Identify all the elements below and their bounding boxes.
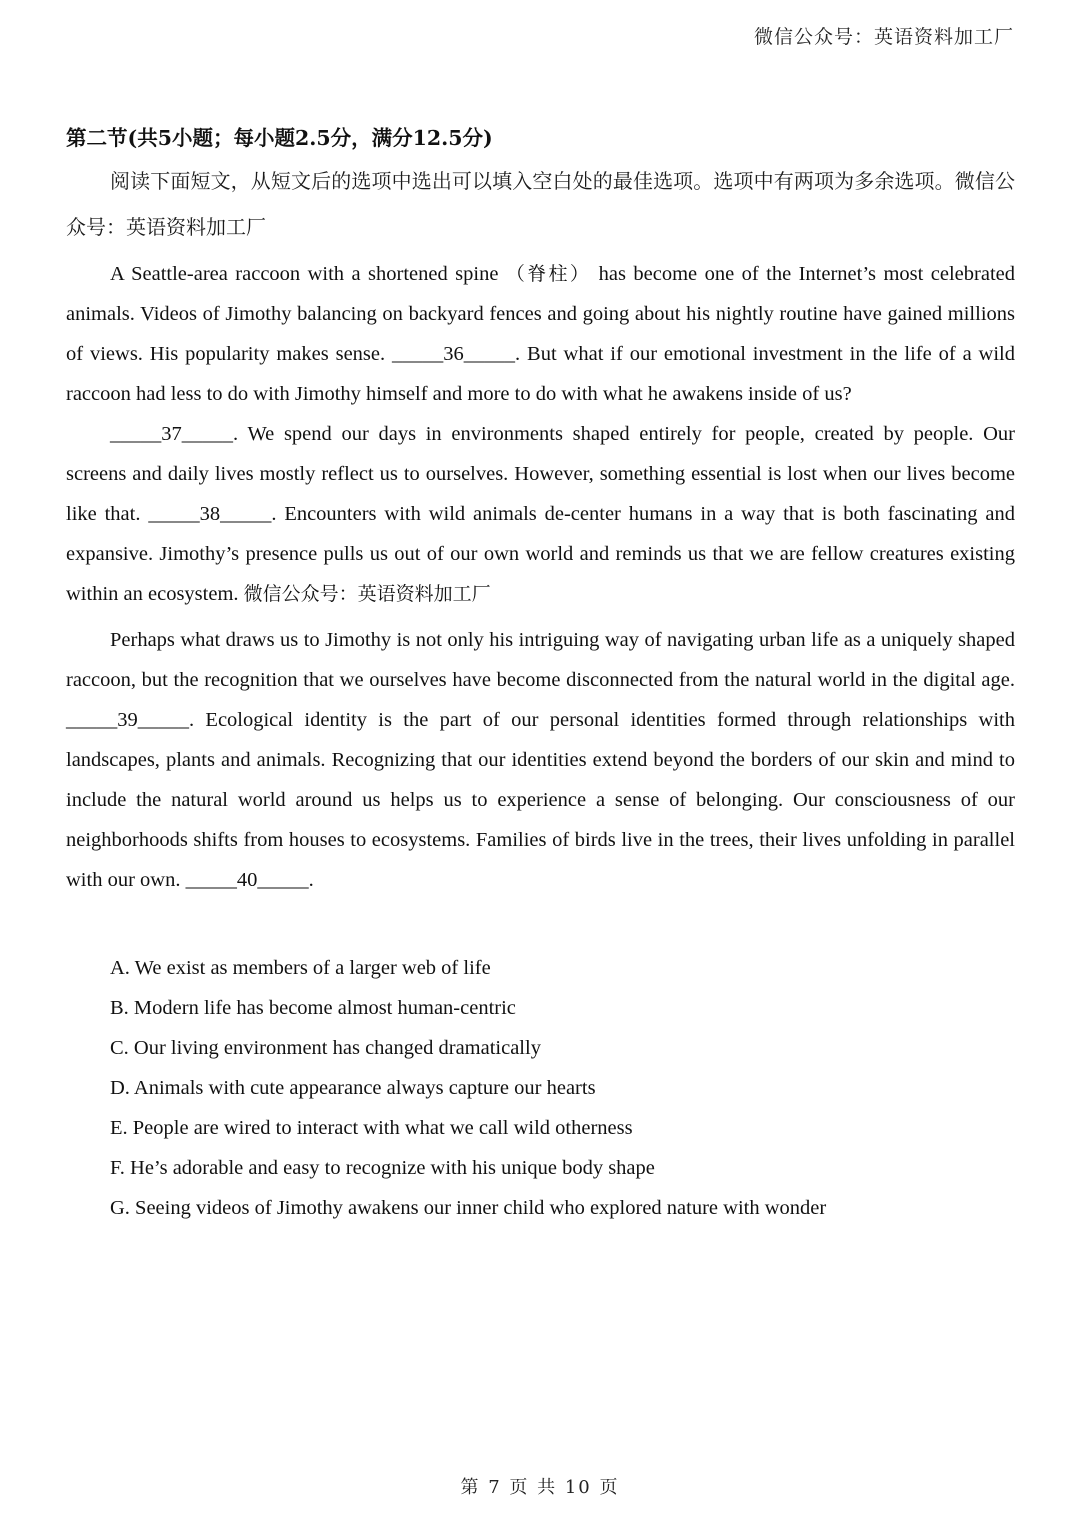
option-d: D. Animals with cute appearance always capture our hearts [110,1077,596,1099]
passage-paragraph-3 [66,620,1015,900]
option-c: C. Our living environment has changed dramatically [110,1037,541,1059]
gloss-text: （脊柱） [505,263,592,285]
paragraph-text: A Seattle-area raccoon with a shortened spine [110,263,506,285]
option-e: E. People are wired to interact with what we call wild otherness [110,1117,633,1139]
option-b: B. Modern life has become almost human-centric [110,997,516,1019]
passage-paragraph-1 [66,254,1015,414]
paragraph-text: Perhaps what draws us to Jimothy is not only his intriguing way of navigating urban life as a uniquely shaped raccoon, but the recognition that we ourselves have become disconnected from the natural world in the digital age. [66,629,1015,691]
blank-40: _____40_____ [185,869,309,891]
answer-options [66,948,1015,1228]
header-watermark: 微信公众号：英语资料加工厂 [753,26,1014,48]
paragraph-text: has become one of the Internet’s most celebrated animals. Videos of Jimothy balancing on backyard fences and going about his nightly routine have gained millions of views. His popularity makes sense. [66,263,1015,365]
paragraph-text: . But what if our emotional investment in the life of a wild raccoon had less to do with Jimothy himself and more to do with what he awakens inside of us? [66,343,1015,405]
inline-watermark: 微信公众号：英语资料加工厂 [243,583,491,605]
paragraph-text: . [308,869,314,891]
blank-37: _____37_____ [110,423,233,445]
blank-38: _____38_____ [148,503,272,525]
option-g: G. Seeing videos of Jimothy awakens our inner child who explored nature with wonder [110,1197,827,1219]
paragraph-text: . Ecological identity is the part of our personal identities formed through relationships with landscapes, plants and animals. Recognizing that our identities extend beyond the borders of our skin and mind to include the natural world around us helps us to experience a sense of belonging. Our consciousness of our neighborhoods shifts from houses to ecosystems. Families of birds live in the trees, their lives unfolding in parallel with our own. [66,709,1015,891]
passage-paragraph-2 [66,414,1015,614]
paragraph-text: . We spend our days in environments shaped entirely for people, created by people. Our screens and daily lives mostly reflect us to ourselves. However, something essential is lost when our lives become like that. [66,423,1015,525]
instructions: 阅读下面短文，从短文后的选项中选出可以填入空白处的最佳选项。选项中有两项为多余选项。微信公众号：英语资料加工厂 [66,169,1015,239]
paragraph-text: . Encounters with wild animals de-center humans in a way that is both fascinating and expansive. Jimothy’s presence pulls us out of our own world and reminds us that we are fellow creatures existing within an ecosystem. [66,503,1015,605]
page-number: 第 7 页 共 10 页 [460,1477,620,1498]
blank-36: _____36_____ [392,343,516,365]
option-a: A. We exist as members of a larger web of life [110,957,491,979]
blank-39: _____39_____ [66,709,189,731]
option-f: F. He’s adorable and easy to recognize with his unique body shape [110,1157,655,1179]
section-title: 第二节(共5小题；每小题2.5分，满分12.5分) [66,126,493,150]
document-body [66,122,1015,1228]
